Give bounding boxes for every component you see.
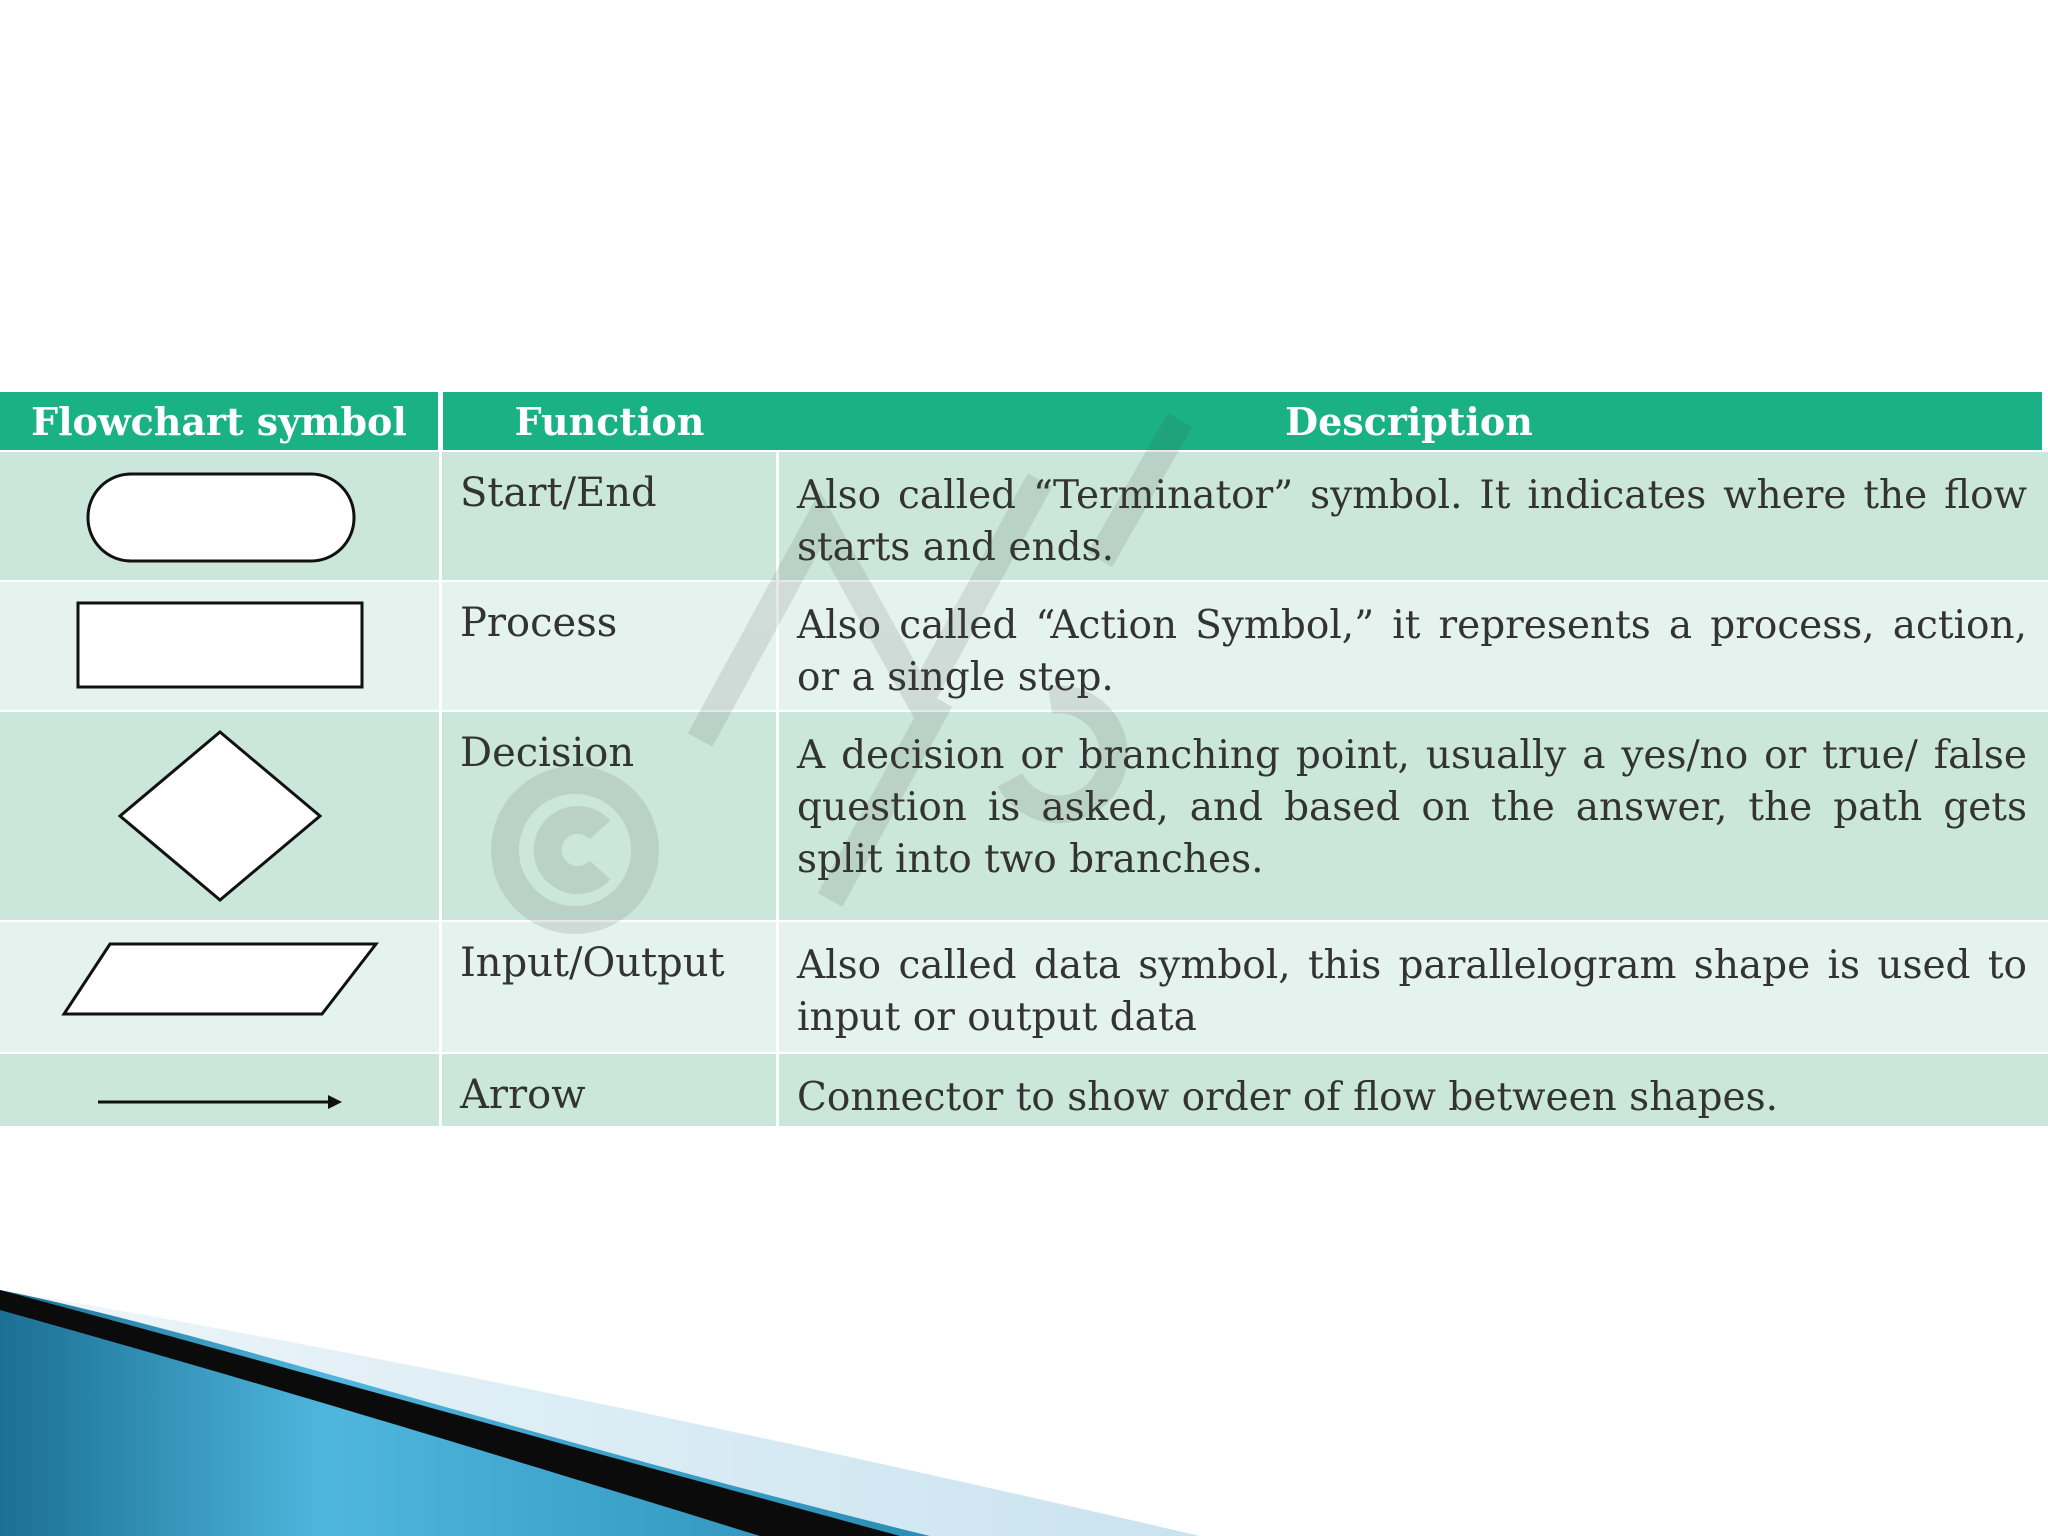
terminator-icon bbox=[0, 452, 440, 580]
table-row bbox=[0, 452, 2048, 580]
decision-icon bbox=[0, 712, 440, 920]
flowchart-symbols-table bbox=[0, 392, 2048, 1126]
header-description: Description bbox=[776, 392, 2042, 450]
description-text: A decision or branching point, usually a yes/no or true/ false question is asked, and based on the answer, the path gets split into two branches. bbox=[797, 733, 2027, 882]
table-row bbox=[0, 922, 2048, 1052]
description-text: Also called “Terminator” symbol. It indicates where the flow starts and ends. bbox=[797, 473, 2027, 570]
description-text: Also called data symbol, this parallelogram shape is used to input or output data bbox=[797, 943, 2027, 1040]
function-label: Decision bbox=[460, 730, 635, 776]
header-function: Function bbox=[443, 392, 776, 450]
description-text: Also called “Action Symbol,” it represents a process, action, or a single step. bbox=[797, 603, 2027, 700]
process-icon bbox=[0, 582, 440, 710]
function-label: Start/End bbox=[460, 470, 657, 516]
function-label: Input/Output bbox=[460, 940, 725, 986]
input-output-icon bbox=[0, 922, 440, 1052]
function-label: Arrow bbox=[460, 1072, 586, 1118]
arrow-icon bbox=[0, 1054, 440, 1126]
table-row bbox=[0, 582, 2048, 710]
function-label: Process bbox=[460, 600, 618, 646]
header-flowchart-symbol: Flowchart symbol bbox=[0, 392, 438, 450]
description-text: Connector to show order of flow between shapes. bbox=[797, 1075, 1779, 1120]
table-row bbox=[0, 712, 2048, 920]
table-row bbox=[0, 1054, 2048, 1126]
